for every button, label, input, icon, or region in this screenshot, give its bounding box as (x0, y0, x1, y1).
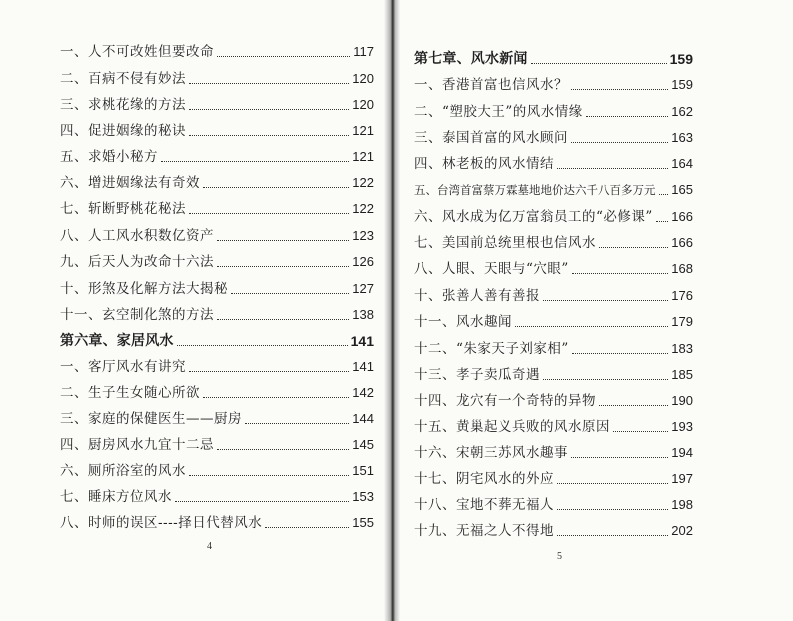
toc-entry-page: 183 (671, 341, 693, 356)
toc-entry-title: 四、促进姻缘的秘诀 (60, 123, 186, 139)
toc-entry-title: 十六、宋朝三苏风水趣事 (414, 445, 568, 461)
toc-entry (414, 341, 693, 357)
toc-entry (60, 307, 374, 323)
toc-entry-page: 163 (671, 130, 693, 145)
toc-entry (60, 201, 374, 217)
toc-entry (414, 261, 693, 277)
dot-leader (571, 457, 668, 458)
dot-leader (557, 483, 668, 484)
toc-entry (414, 288, 693, 304)
toc-entry-page: 166 (671, 235, 693, 250)
toc-entry-page: 194 (671, 445, 693, 460)
dot-leader (659, 194, 669, 195)
toc-entry-title: 十四、龙穴有一个奇特的异物 (414, 393, 596, 409)
dot-leader (189, 109, 349, 110)
dot-leader (613, 431, 668, 432)
dot-leader (217, 449, 349, 450)
toc-entry-title: 十一、风水趣闻 (414, 314, 512, 330)
dot-leader (189, 371, 349, 372)
toc-entry-page: 141 (350, 333, 374, 349)
toc-entry (414, 235, 693, 251)
toc-entry-title: 二、“塑胶大王”的风水情缘 (414, 104, 583, 120)
toc-entry-page: 117 (353, 44, 374, 59)
toc-entry-page: 144 (352, 411, 374, 426)
right-page (396, 0, 793, 621)
toc-entry-title: 第七章、风水新闻 (414, 51, 528, 67)
toc-entry-page: 141 (352, 359, 374, 374)
dot-leader (177, 345, 348, 346)
toc-entry-title: 四、厨房风水九宜十二忌 (60, 437, 214, 453)
dot-leader (189, 83, 349, 84)
toc-entry-page: 123 (352, 228, 374, 243)
dot-leader (245, 423, 349, 424)
left-page (0, 0, 388, 621)
toc-entry-title: 十五、黄巢起义兵败的风水原因 (414, 419, 610, 435)
toc-entry-title: 六、厕所浴室的风水 (60, 463, 186, 479)
dot-leader (543, 300, 668, 301)
dot-leader (557, 168, 668, 169)
toc-entry-title: 十三、孝子卖瓜奇遇 (414, 367, 540, 383)
dot-leader (189, 213, 349, 214)
dot-leader (531, 63, 667, 64)
dot-leader (515, 326, 668, 327)
toc-entry-page: 126 (352, 254, 374, 269)
toc-entry (414, 51, 693, 67)
toc-entry-title: 八、时师的误区----择日代替风水 (60, 515, 263, 531)
toc-entry (60, 515, 374, 531)
toc-entry-page: 202 (671, 523, 693, 538)
toc-entry (414, 104, 693, 120)
toc-entry-page: 193 (671, 419, 693, 434)
toc-entry-page: 159 (669, 51, 693, 67)
toc-entry-title: 五、台湾首富蔡万霖墓地地价达六千八百多万元 (414, 183, 656, 197)
toc-entry (414, 471, 693, 487)
toc-entry-title: 七、睡床方位风水 (60, 489, 172, 505)
toc-entry-page: 121 (352, 123, 374, 138)
toc-entry (414, 130, 693, 146)
toc-entry (414, 209, 693, 225)
toc-entry-page: 190 (671, 393, 693, 408)
toc-entry-title: 三、家庭的保健医生——厨房 (60, 411, 242, 427)
toc-entry-title: 七、美国前总统里根也信风水 (414, 235, 596, 251)
dot-leader (265, 527, 349, 528)
dot-leader (217, 240, 349, 241)
toc-entry-page: 166 (671, 209, 693, 224)
toc-entry (60, 359, 374, 375)
toc-entry-page: 165 (671, 182, 693, 197)
toc-entry-page: 120 (352, 97, 374, 112)
toc-entry-title: 十七、阴宅风水的外应 (414, 471, 554, 487)
toc-entry-title: 第六章、家居风水 (60, 333, 174, 349)
toc-entry-page: 138 (352, 307, 374, 322)
dot-leader (189, 135, 349, 136)
toc-entry-page: 162 (671, 104, 693, 119)
toc-entry (60, 149, 374, 165)
toc-entry (414, 523, 693, 539)
toc-entry-page: 153 (352, 489, 374, 504)
dot-leader (217, 319, 349, 320)
toc-entry (60, 333, 374, 349)
dot-leader (189, 475, 349, 476)
toc-entry (414, 182, 693, 198)
dot-leader (217, 266, 349, 267)
dot-leader (572, 353, 668, 354)
toc-entry-title: 三、泰国首富的风水顾问 (414, 130, 568, 146)
toc-entry-title: 十、张善人善有善报 (414, 288, 540, 304)
toc-entry-title: 十九、无福之人不得地 (414, 523, 554, 539)
toc-entry (60, 175, 374, 191)
toc-entry-page: 122 (352, 201, 374, 216)
toc-entry (414, 393, 693, 409)
toc-entry (60, 123, 374, 139)
toc-entry-title: 一、客厅风水有讲究 (60, 359, 186, 375)
dot-leader (161, 161, 349, 162)
toc-entry (60, 281, 374, 297)
toc-entry-title: 十二、“朱家天子刘家相” (414, 341, 569, 357)
toc-entry-title: 三、求桃花缘的方法 (60, 97, 186, 113)
toc-entry-title: 八、人眼、天眼与“穴眼” (414, 261, 569, 277)
dot-leader (599, 405, 668, 406)
toc-entry (60, 411, 374, 427)
toc-entry-title: 六、增进姻缘法有奇效 (60, 175, 200, 191)
toc-entry (414, 497, 693, 513)
toc-entry (60, 228, 374, 244)
dot-leader (203, 187, 349, 188)
toc-entry-page: 159 (671, 77, 693, 92)
toc-entry (414, 367, 693, 383)
toc-entry-page: 179 (671, 314, 693, 329)
toc-entry-page: 176 (671, 288, 693, 303)
toc-entry-title: 十八、宝地不葬无福人 (414, 497, 554, 513)
toc-entry (60, 254, 374, 270)
toc-entry-title: 二、百病不侵有妙法 (60, 71, 186, 87)
toc-entry-title: 四、林老板的风水情结 (414, 156, 554, 172)
right-page-number: 5 (557, 551, 562, 562)
toc-entry-title: 八、人工风水积数亿资产 (60, 228, 214, 244)
dot-leader (572, 273, 668, 274)
toc-entry (60, 44, 374, 60)
toc-entry-page: 185 (671, 367, 693, 382)
dot-leader (175, 501, 349, 502)
toc-entry-page: 197 (671, 471, 693, 486)
toc-entry (414, 445, 693, 461)
toc-entry (60, 97, 374, 113)
toc-entry-page: 198 (671, 497, 693, 512)
toc-entry (60, 71, 374, 87)
toc-entry-page: 155 (352, 515, 374, 530)
dot-leader (217, 56, 350, 57)
dot-leader (586, 116, 668, 117)
toc-entry-page: 151 (352, 463, 374, 478)
dot-leader (571, 89, 668, 90)
toc-entry-title: 二、生子生女随心所欲 (60, 385, 200, 401)
toc-entry-title: 七、斩断野桃花秘法 (60, 201, 186, 217)
dot-leader (656, 221, 668, 222)
toc-entry-title: 一、人不可改姓但要改命 (60, 44, 214, 60)
toc-entry (60, 437, 374, 453)
toc-entry-title: 十一、玄空制化煞的方法 (60, 307, 214, 323)
toc-entry (414, 77, 693, 93)
toc-entry-page: 121 (352, 149, 374, 164)
dot-leader (231, 293, 349, 294)
toc-entry-page: 164 (671, 156, 693, 171)
toc-entry-page: 120 (352, 71, 374, 86)
toc-entry (60, 463, 374, 479)
dot-leader (571, 142, 668, 143)
dot-leader (557, 509, 668, 510)
left-page-number: 4 (207, 541, 212, 552)
toc-entry-page: 127 (352, 281, 374, 296)
toc-entry-title: 一、香港首富也信风水？ (414, 77, 568, 93)
toc-entry-title: 六、风水成为亿万富翁员工的“必修课” (414, 209, 653, 225)
dot-leader (557, 535, 668, 536)
toc-entry-page: 168 (671, 261, 693, 276)
toc-entry-page: 142 (352, 385, 374, 400)
toc-entry (60, 385, 374, 401)
toc-entry-title: 十、形煞及化解方法大揭秘 (60, 281, 228, 297)
toc-entry-page: 122 (352, 175, 374, 190)
dot-leader (543, 379, 668, 380)
toc-entry (414, 419, 693, 435)
dot-leader (203, 397, 349, 398)
toc-entry-page: 145 (352, 437, 374, 452)
toc-entry (414, 314, 693, 330)
toc-entry (414, 156, 693, 172)
toc-entry-title: 五、求婚小秘方 (60, 149, 158, 165)
toc-entry-title: 九、后天人为改命十六法 (60, 254, 214, 270)
dot-leader (599, 247, 668, 248)
toc-entry (60, 489, 374, 505)
